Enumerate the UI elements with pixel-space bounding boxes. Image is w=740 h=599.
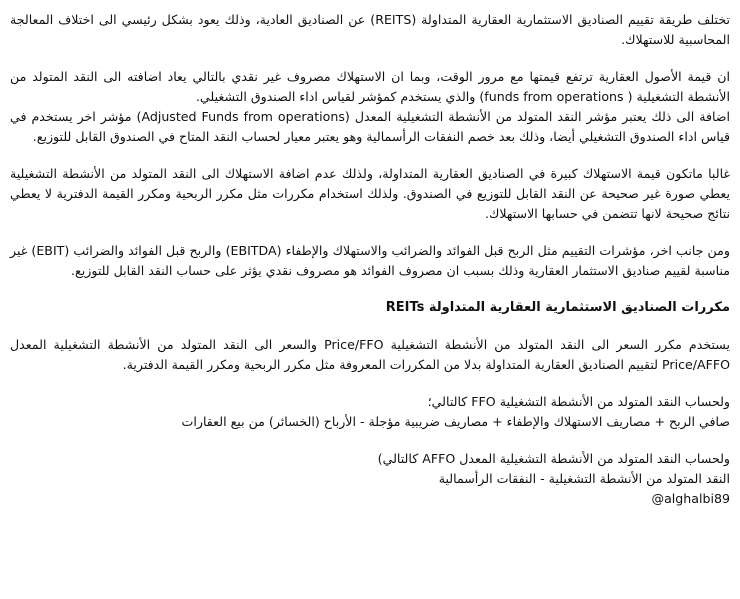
paragraph-multiples: يستخدم مكرر السعر الى النقد المتولد من الأنشطة التشغيلية Price/FFO والسعر الى النقد المتولد من الأنشطة التشغيلية المعدل Price/AFFO لتقييم الصناديق العقارية المتداولة بدلا من المكررات المعروفة مثل مكرر الربحية ومكرر القيمة الدفترية.	[10, 337, 731, 372]
document-body	[10, 10, 730, 509]
affo-formula: النقد المتولد من الأنشطة التشغيلية - النفقات الرأسمالية	[438, 471, 730, 486]
ffo-calculation	[10, 392, 730, 432]
affo-calculation	[10, 449, 730, 489]
paragraph-ffo-definition: ان قيمة الأصول العقارية ترتفع قيمتها مع مرور الوقت، وبما ان الاستهلاك مصروف غير نقدي بالتالي يعاد اضافته الى النقد المتولد من الأنشطة التشغيلية ( funds from operations) والذي يستخدم كمؤشر لقياس اداء الصندوق التشغيلي.	[10, 69, 730, 104]
author-handle: @alghalbi89	[651, 491, 730, 506]
paragraph-intro: تختلف طريقة تقييم الصناديق الاستثمارية العقارية المتداولة (REITS) عن الصناديق العادية، وذلك يعود بشكل رئيسي الى اختلاف المعالجة المحاسبية للاستهلاك.	[10, 12, 730, 47]
section-heading: مكررات الصناديق الاستثمارية العقارية المتداولة REITs	[385, 300, 730, 315]
paragraph-ebitda: ومن جانب اخر، مؤشرات التقييم مثل الربح قبل الفوائد والضرائب والاستهلاك والإطفاء (EBITDA) والربح قبل الفوائد والضرائب (EBIT) غير مناسبة لقييم صناديق الاستثمار العقارية وذلك بسبب ان مصروف الفوائد هو مصروف نقدي يؤثر على حساب النقد القابل للتوزيع.	[10, 243, 730, 278]
paragraph-depreciation: غالبا ماتكون قيمة الاستهلاك كبيرة في الصناديق العقارية المتداولة، ولذلك عدم اضافة الاستهلاك الى النقد المتولد من الأنشطة التشغيلية يعطي صورة غير صحيحة عن النقد القابل للتوزيع في الصندوق. ولذلك استخدام مكررات مثل مكرر الربحية ومكرر القيمة الدفترية لا يعطي نتائج صحيحة لانها تتضمن في حسابها الاستهلاك.	[10, 166, 730, 221]
affo-intro: ولحساب النقد المتولد من الأنشطة التشغيلية المعدل AFFO كالتالي)	[377, 451, 730, 466]
ffo-intro: ولحساب النقد المتولد من الأنشطة التشغيلية FFO كالتالي؛	[427, 394, 730, 409]
paragraph-affo-definition: اضافة الى ذلك يعتبر مؤشر النقد المتولد من الأنشطة التشغيلية المعدل (Adjusted Funds from operations) مؤشر اخر يستخدم في قياس اداء الصندوق التشغيلي أيضا، وذلك بعد خصم النفقات الرأسمالية وهو يعتبر معيار لحساب النقد المتاح في الصندوق القابل للتوزيع.	[10, 109, 730, 144]
ffo-formula: صافي الربح + مصاريف الاستهلاك والإطفاء + مصاريف ضريبية مؤجلة - الأرباح (الخسائر) من بيع العقارات	[181, 414, 730, 429]
